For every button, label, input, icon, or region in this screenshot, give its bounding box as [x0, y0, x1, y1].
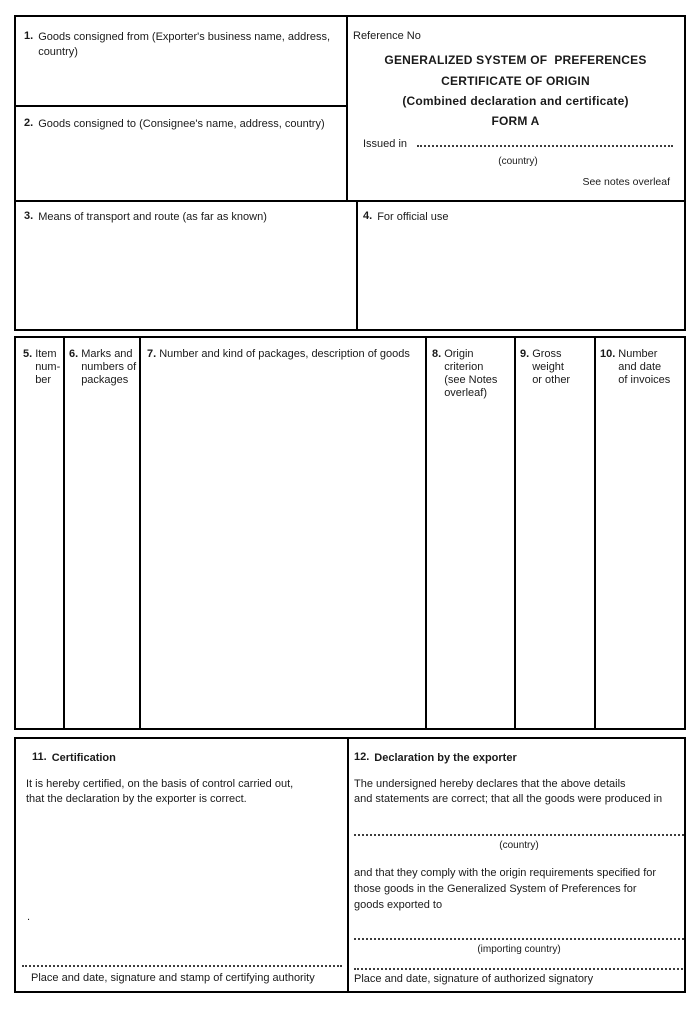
goods-table: [14, 336, 686, 730]
declaration-importing-country-line: [354, 938, 684, 940]
box1-label-line1: Goods consigned from (Exporter's business name, address,: [38, 31, 331, 43]
col-header-origin-criterion: [432, 348, 513, 400]
declaration-body1-line2: and statements are correct; that all the goods were produced in: [354, 793, 663, 805]
certification-title: [32, 751, 116, 766]
divider-box1-box2: [16, 105, 347, 107]
form-name: FORM A: [491, 114, 540, 128]
declaration-importing-country-hint: (importing country): [477, 944, 561, 955]
certification-stray-mark: .: [27, 911, 31, 923]
col5-line1: Item: [35, 348, 57, 360]
col8-number: 8.: [432, 348, 442, 360]
divider-box11-box12: [347, 739, 349, 991]
signature-section: [14, 737, 686, 993]
grid-line-col8-col9: [514, 338, 516, 728]
box11-title-text: Certification: [51, 752, 116, 764]
box3-label: Means of transport and route (as far as known): [38, 211, 267, 223]
issued-in-label: Issued in: [363, 138, 408, 150]
declaration-body2-line3: goods exported to: [354, 899, 443, 911]
declaration-body2: [354, 865, 656, 913]
col5-number: 5.: [23, 348, 33, 360]
reference-no-label: Reference No: [353, 30, 421, 42]
col6-line2: numbers of: [81, 361, 137, 373]
col6-line3: packages: [81, 374, 129, 386]
col-header-packages-description: [147, 348, 424, 361]
divider-row1-row2: [16, 200, 684, 202]
col-header-item-number: [23, 348, 62, 387]
grid-line-col5-col6: [63, 338, 65, 728]
col-header-gross-weight: [520, 348, 592, 387]
col8-line4: overleaf): [444, 387, 487, 399]
declaration-country-line: [354, 834, 684, 836]
issued-in-field: [363, 138, 673, 150]
divider-box3-box4: [356, 200, 358, 331]
box-goods-consigned-from: [24, 30, 344, 60]
form-subtitle: (Combined declaration and certificate): [402, 94, 629, 108]
box4-number: 4.: [363, 210, 373, 222]
col10-line1: Number: [618, 348, 658, 360]
col9-line1: Gross: [532, 348, 562, 360]
declaration-body2-line2: those goods in the Generalized System of Preferences for: [354, 883, 637, 895]
grid-line-col6-col7: [139, 338, 141, 728]
box2-number: 2.: [24, 117, 34, 129]
form-title-line1: GENERALIZED SYSTEM OF PREFERENCES: [384, 53, 647, 67]
declaration-body1: [354, 777, 662, 807]
col10-line2: and date: [618, 361, 662, 373]
col10-line3: of invoices: [618, 374, 671, 386]
declaration-caption: Place and date, signature of authorized signatory: [354, 973, 594, 985]
see-notes-overleaf: See notes overleaf: [582, 176, 670, 188]
declaration-body1-line1: The undersigned hereby declares that the above details: [354, 778, 626, 790]
col5-line3: ber: [35, 374, 52, 386]
col9-line2: weight: [532, 361, 564, 373]
box4-label: For official use: [377, 211, 449, 223]
col8-line3: (see Notes: [444, 374, 498, 386]
box2-label: Goods consigned to (Consignee's name, address, country): [38, 118, 325, 130]
box12-number: 12.: [354, 751, 370, 763]
box12-title-text: Declaration by the exporter: [374, 752, 517, 764]
box-goods-consigned-to: [24, 117, 344, 132]
certification-signature-line: [22, 965, 342, 967]
col8-line2: criterion: [444, 361, 484, 373]
col9-line3: or other: [532, 374, 571, 386]
box-for-official-use: [363, 210, 663, 225]
col8-line1: Origin: [444, 348, 474, 360]
issued-in-country-hint: (country): [498, 156, 538, 167]
box1-number: 1.: [24, 30, 34, 42]
certification-caption: Place and date, signature and stamp of certifying authority: [31, 972, 315, 984]
col-header-invoices: [600, 348, 686, 387]
divider-boxes-header: [346, 17, 348, 201]
declaration-country-hint: (country): [499, 840, 539, 851]
issued-in-blank-line: [417, 145, 673, 147]
col6-line1: Marks and: [81, 348, 133, 360]
col7-number: 7.: [147, 348, 157, 360]
certification-body-line2: that the declaration by the exporter is correct.: [26, 793, 247, 805]
col7-line1: Number and kind of packages, description of goods: [159, 348, 410, 360]
box-means-of-transport: [24, 210, 344, 225]
grid-line-col7-col8: [425, 338, 427, 728]
declaration-signature-line: [354, 968, 686, 970]
certification-body: [26, 777, 293, 807]
col5-line2: num-: [35, 361, 61, 373]
box1-label-line2: country): [38, 46, 78, 58]
col10-number: 10.: [600, 348, 616, 360]
col9-number: 9.: [520, 348, 530, 360]
consignment-section: [14, 15, 686, 331]
declaration-title: [354, 751, 517, 766]
certification-body-line1: It is hereby certified, on the basis of control carried out,: [26, 778, 294, 790]
box11-number: 11.: [32, 751, 47, 763]
grid-line-col9-col10: [594, 338, 596, 728]
box3-number: 3.: [24, 210, 34, 222]
declaration-body2-line1: and that they comply with the origin requirements specified for: [354, 867, 657, 879]
col6-number: 6.: [69, 348, 79, 360]
col-header-marks-numbers: [69, 348, 138, 387]
form-title-line2: CERTIFICATE OF ORIGIN: [441, 74, 590, 88]
